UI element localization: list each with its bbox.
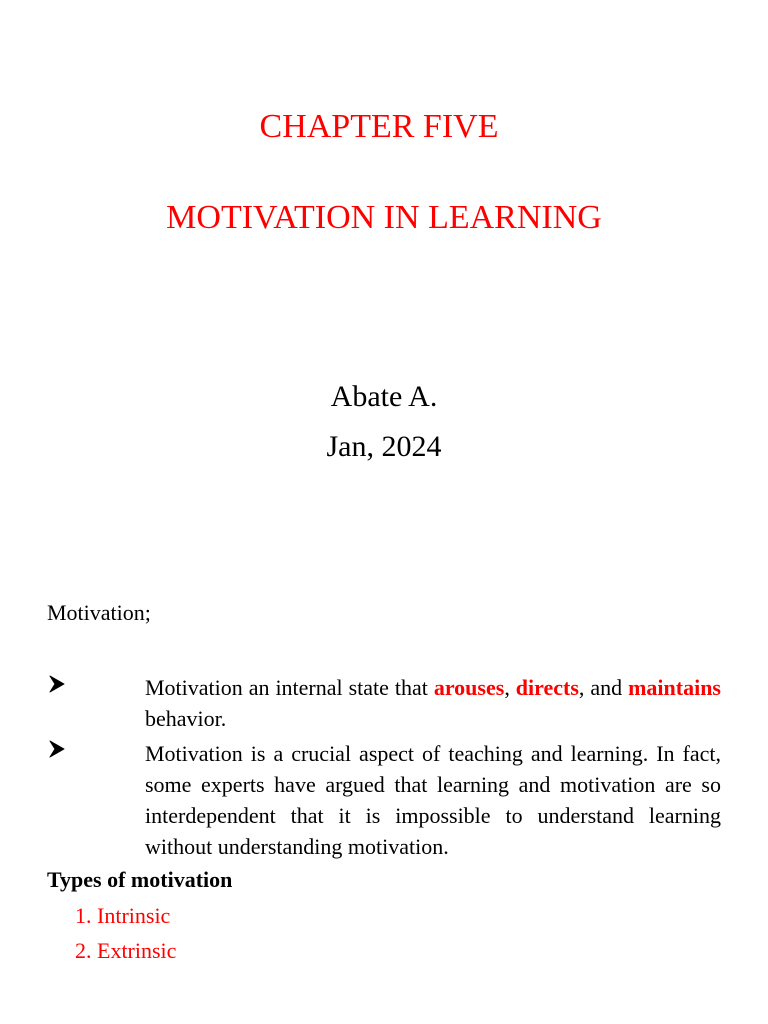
bullet-item-2: Motivation is a crucial aspect of teaching and learning. In fact, some experts have argued that learning and motivation are so interdependent that it is impossible to understand learning without understanding motivation.	[145, 741, 721, 859]
emphasis-arouses: arouses	[433, 675, 505, 700]
document-date: Jan, 2024	[326, 430, 442, 463]
bullet-1-text-part: ,	[504, 675, 516, 700]
emphasis-directs: directs	[515, 675, 579, 700]
chapter-subtitle: MOTIVATION IN LEARNING	[166, 199, 602, 236]
chapter-title: CHAPTER FIVE	[259, 108, 499, 145]
author-name: Abate A.	[330, 380, 438, 413]
emphasis-maintains: maintains	[628, 675, 721, 700]
bullet-1-text-part: , and	[578, 675, 629, 700]
section-label: Motivation;	[47, 600, 151, 625]
arrow-bullet-icon	[47, 674, 67, 694]
bullet-1-text-part: Motivation an internal state that	[145, 675, 434, 700]
types-heading: Types of motivation	[47, 867, 233, 892]
arrow-bullet-icon	[47, 739, 67, 759]
list-item-extrinsic: 2. Extrinsic	[75, 938, 177, 963]
list-item-intrinsic: 1. Intrinsic	[75, 903, 171, 928]
bullet-1-text-part: behavior.	[145, 706, 227, 731]
bullet-item-1	[145, 672, 721, 734]
